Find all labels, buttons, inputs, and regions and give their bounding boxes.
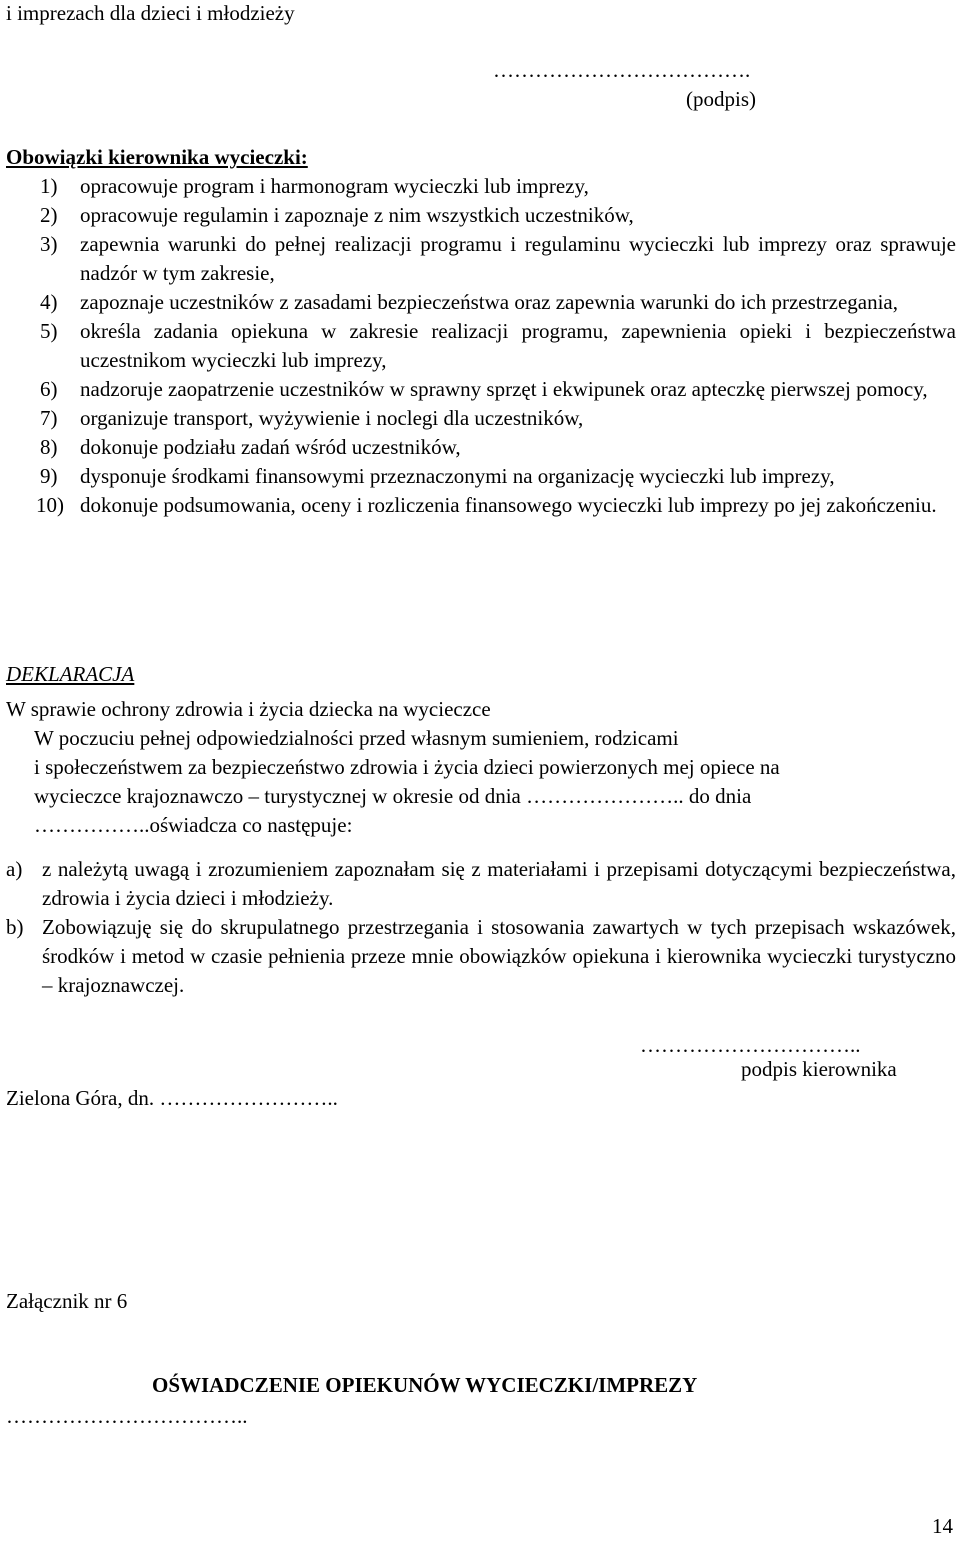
item-text: opracowuje regulamin i zapoznaje z nim wszystkich uczestników, [80,203,634,227]
declaration-line: wycieczce krajoznawczo – turystycznej w okresie od dnia ………………….. do dnia [34,784,752,808]
item-number: 3) [40,232,58,256]
declaration-line: ……………..oświadcza co następuje: [34,813,353,837]
kierownik-signature-label: podpis kierownika [741,1057,897,1081]
annex-title: OŚWIADCZENIE OPIEKUNÓW WYCIECZKI/IMPREZY [152,1373,698,1397]
duties-title: Obowiązki kierownika wycieczki: [6,145,308,169]
item-text: zapewnia warunki do pełnej realizacji programu i regulaminu wycieczki lub imprezy oraz sprawuje nadzór w tym zakresie, [80,232,956,285]
annex-dots: …………………………….. [6,1404,248,1428]
item-text: opracowuje program i harmonogram wycieczki lub imprezy, [80,174,589,198]
item-number: 9) [40,464,58,488]
item-number: 10) [36,493,64,517]
list-item [6,913,956,1000]
declaration-points [6,855,956,1000]
list-item [6,855,956,913]
declaration-body [34,724,939,840]
list-item [6,201,956,230]
point-letter: b) [6,915,24,939]
point-text: z należytą uwagą i zrozumieniem zapoznałam się z materiałami i przepisami dotyczącymi bezpieczeństwa, zdrowia i życia dzieci i młodzieży. [42,857,956,910]
signature-label: (podpis) [686,87,756,111]
declaration-title: DEKLARACJA [6,662,135,686]
annex-label: Załącznik nr 6 [6,1289,128,1313]
declaration-intro: W sprawie ochrony zdrowia i życia dziecka na wycieczce [6,697,491,721]
list-item [6,491,956,520]
top-line: i imprezach dla dzieci i młodzieży [6,1,295,25]
point-letter: a) [6,857,23,881]
declaration-line: W poczuciu pełnej odpowiedzialności przed własnym sumieniem, rodzicami [34,726,679,750]
item-text: dokonuje podsumowania, oceny i rozliczenia finansowego wycieczki lub imprezy po jej zakończeniu. [80,493,937,517]
page-number: 14 [932,1514,953,1538]
list-item [6,288,956,317]
item-number: 8) [40,435,58,459]
list-item [6,375,956,404]
list-item [6,462,956,491]
item-text: określa zadania opiekuna w zakresie realizacji programu, zapewnienia opieki i bezpieczeństwa uczestnikom wycieczki lub imprezy, [80,319,956,372]
duties-list [6,172,956,520]
item-text: organizuje transport, wyżywienie i noclegi dla uczestników, [80,406,584,430]
item-number: 1) [40,174,58,198]
list-item [6,404,956,433]
item-number: 4) [40,290,58,314]
point-text: Zobowiązuję się do skrupulatnego przestrzegania i stosowania zawartych w tych przepisach wskazówek, środków i metod w czasie pełnienia przeze mnie obowiązków opiekuna i kierownika wycieczki turystyczno – krajoznawczej. [42,915,956,997]
signature-dots: ………………………………. [493,58,751,82]
list-item [6,172,956,201]
item-number: 6) [40,377,58,401]
item-number: 2) [40,203,58,227]
item-number: 7) [40,406,58,430]
list-item [6,230,956,288]
place-date: Zielona Góra, dn. …………………….. [6,1086,338,1110]
list-item [6,317,956,375]
item-number: 5) [40,319,58,343]
item-text: dysponuje środkami finansowymi przeznaczonymi na organizację wycieczki lub imprezy, [80,464,835,488]
declaration-line: i społeczeństwem za bezpieczeństwo zdrowia i życia dzieci powierzonych mej opiece na [34,755,780,779]
item-text: zapoznaje uczestników z zasadami bezpieczeństwa oraz zapewnia warunki do ich przestrzegania, [80,290,898,314]
list-item [6,433,956,462]
item-text: nadzoruje zaopatrzenie uczestników w sprawny sprzęt i ekwipunek oraz apteczkę pierwszej pomocy, [80,377,928,401]
item-text: dokonuje podziału zadań wśród uczestników, [80,435,461,459]
kierownik-signature-dots: ………………………….. [640,1033,861,1057]
